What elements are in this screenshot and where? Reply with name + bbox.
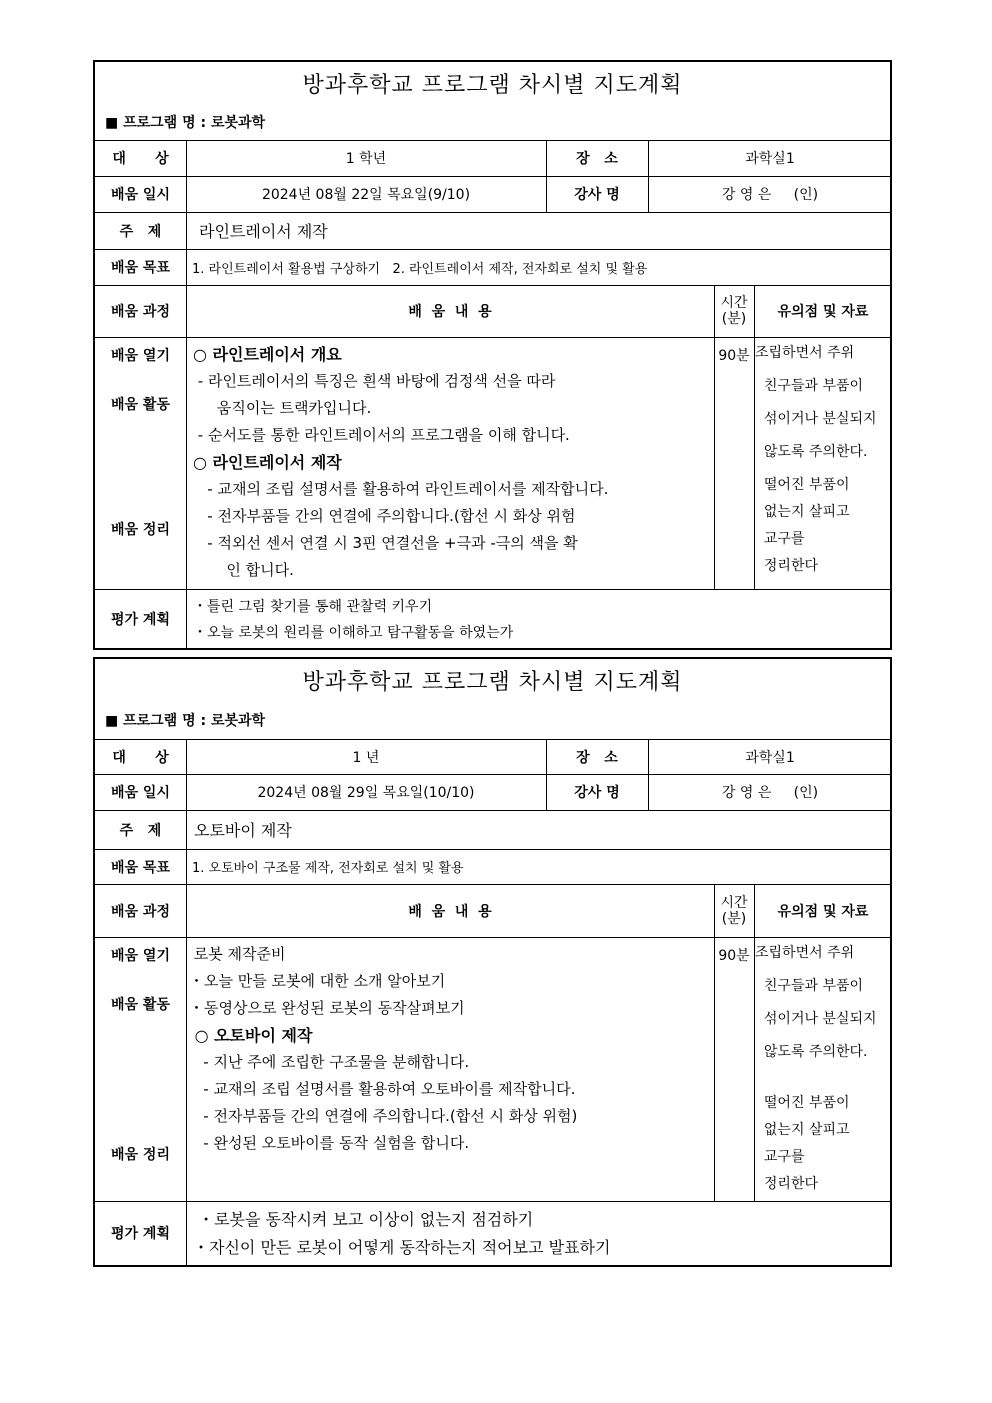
lesson-content: [189, 941, 577, 1157]
stage-open: 배움 열기: [111, 948, 170, 964]
date-row: [95, 774, 890, 811]
notes-line: 교구를: [755, 1149, 805, 1165]
place-value: 과학실1: [745, 151, 795, 167]
stage-close: 배움 정리: [111, 1147, 170, 1163]
lesson-plan-2: [93, 657, 892, 1267]
notes-line: 조립하면서 주위: [755, 945, 855, 961]
date-label: 배움 일시: [111, 187, 170, 203]
plan-header: [95, 62, 890, 141]
date-label: 배움 일시: [111, 785, 170, 801]
place-label: 장 소: [576, 749, 618, 766]
process-header-row: [95, 285, 890, 338]
goal-row: [95, 249, 890, 286]
content-label: 배 움 내 용: [408, 903, 492, 920]
topic-value: 오토바이 제작: [194, 821, 292, 840]
plan-title: 방과후학교 프로그램 차시별 지도계획: [302, 670, 683, 695]
lesson-content: [193, 341, 608, 584]
content-line: - 교재의 조립 설명서를 활용하여 오토바이를 제작합니다.: [189, 1080, 576, 1098]
notes-line: 떨어진 부품이: [755, 477, 850, 493]
time-value: 90분: [718, 948, 750, 964]
content-line: - 적외선 센서 연결 시 3핀 연결선을 +극과 -극의 색을 확: [193, 534, 578, 552]
time-label: 시간: [720, 894, 748, 911]
content-line: 인 합니다.: [193, 561, 294, 579]
date-row: [95, 176, 890, 213]
content-line: ○ 라인트레이서 개요: [193, 345, 342, 364]
lesson-body-row: [95, 337, 890, 590]
notes-line: 정리한다: [755, 558, 818, 574]
notes-line: 않도록 주의한다.: [755, 444, 868, 460]
eval-line: ・로봇을 동작시켜 보고 이상이 없는지 점검하기: [193, 1210, 534, 1229]
eval-line: ・자신이 만든 로봇이 어떻게 동작하는지 적어보고 발표하기: [193, 1238, 611, 1257]
eval-row: [95, 589, 890, 648]
content-line: - 라인트레이서의 특징은 흰색 바탕에 검정색 선을 따라: [193, 372, 556, 390]
lesson-plan-1: [93, 60, 892, 650]
stage-activity: 배움 활동: [111, 397, 170, 413]
eval-line: ・오늘 로봇의 원리를 이해하고 탐구활동을 하였는가: [193, 625, 514, 641]
date-value: 2024년 08월 29일 목요일(10/10): [257, 785, 475, 801]
time-header: [714, 285, 754, 337]
eval-content: [193, 594, 513, 646]
place-value: 과학실1: [745, 749, 795, 766]
eval-content: [193, 1206, 610, 1262]
target-row: [95, 140, 890, 177]
time-value: 90분: [718, 348, 750, 364]
target-value: 1 년: [352, 749, 380, 766]
notes-label: 유의점 및 자료: [777, 903, 869, 920]
topic-label: 주 제: [119, 822, 162, 839]
topic-value: 라인트레이서 제작: [199, 222, 328, 241]
notes-content: [755, 340, 893, 580]
target-row: [95, 739, 890, 775]
program-name: ■ 프로그램 명 : 로봇과학: [105, 115, 266, 131]
content-line: ・오늘 만들 로봇에 대한 소개 알아보기: [189, 972, 446, 990]
topic-label: 주 제: [119, 223, 162, 240]
eval-label: 평가 계획: [111, 1226, 170, 1242]
place-label: 장 소: [576, 151, 618, 167]
time-unit-label: (분): [721, 311, 747, 327]
goal-value: 1. 라인트레이서 활용법 구상하기 2. 라인트레이서 제작, 전자회로 설치 및 활용: [192, 261, 648, 277]
target-value: 1 학년: [345, 151, 387, 167]
teacher-value: 강 영 은 (인): [721, 785, 819, 801]
content-line: ○ 오토바이 제작: [189, 1026, 313, 1045]
content-line: ○ 라인트레이서 제작: [193, 453, 342, 472]
eval-line: ・틀린 그림 찾기를 통해 관찰력 키우기: [193, 599, 433, 615]
notes-line: [755, 1066, 893, 1090]
stage-close: 배움 정리: [111, 522, 170, 538]
eval-row: [95, 1201, 890, 1265]
content-line: 로봇 제작준비: [189, 945, 286, 963]
program-name: ■ 프로그램 명 : 로봇과학: [105, 713, 266, 729]
notes-line: 없는지 살피고: [755, 504, 850, 520]
content-line: - 교재의 조립 설명서를 활용하여 라인트레이서를 제작합니다.: [193, 480, 609, 498]
notes-line: 떨어진 부품이: [755, 1095, 850, 1111]
notes-line: 친구들과 부품이: [755, 378, 864, 394]
time-unit-label: (분): [721, 910, 747, 927]
content-line: - 전자부품들 간의 연결에 주의합니다.(합선 시 화상 위험: [193, 507, 576, 525]
content-line: - 순서도를 통한 라인트레이서의 프로그램을 이해 합니다.: [193, 426, 570, 444]
notes-line: 않도록 주의한다.: [755, 1044, 868, 1060]
topic-row: [95, 212, 890, 250]
topic-row: [95, 810, 890, 850]
target-label: 대 상: [112, 749, 169, 766]
target-label: 대 상: [112, 151, 169, 167]
notes-line: 친구들과 부품이: [755, 978, 864, 994]
goal-value: 1. 오토바이 구조물 제작, 전자회로 설치 및 활용: [192, 861, 464, 876]
content-line: - 완성된 오토바이를 동작 실험을 합니다.: [189, 1134, 470, 1152]
lesson-body-row: [95, 937, 890, 1202]
stage-open: 배움 열기: [111, 348, 170, 364]
notes-line: 없는지 살피고: [755, 1122, 850, 1138]
notes-label: 유의점 및 자료: [777, 304, 869, 320]
teacher-value: 강 영 은 (인): [721, 187, 819, 203]
goal-label: 배움 목표: [111, 260, 170, 276]
teacher-label: 강사 명: [574, 785, 620, 801]
stage-activity: 배움 활동: [111, 997, 170, 1013]
process-label: 배움 과정: [111, 304, 170, 320]
plan-header: [95, 659, 890, 740]
date-value: 2024년 08월 22일 목요일(9/10): [261, 187, 471, 203]
process-label: 배움 과정: [111, 903, 170, 920]
content-line: - 지난 주에 조립한 구조물을 분해합니다.: [189, 1053, 470, 1071]
eval-label: 평가 계획: [111, 611, 170, 628]
content-line: ・동영상으로 완성된 로봇의 동작살펴보기: [189, 999, 465, 1017]
time-header: [714, 884, 754, 937]
notes-line: 섞이거나 분실되지: [755, 1011, 877, 1027]
content-label: 배 움 내 용: [408, 304, 492, 320]
teacher-label: 강사 명: [574, 187, 620, 203]
time-label: 시간: [720, 295, 748, 311]
plan-title: 방과후학교 프로그램 차시별 지도계획: [302, 73, 683, 98]
content-line: 움직이는 트랙카입니다.: [193, 399, 372, 417]
notes-line: 교구를: [755, 531, 805, 547]
content-line: - 전자부품들 간의 연결에 주의합니다.(합선 시 화상 위험): [189, 1107, 578, 1125]
notes-content: [755, 940, 893, 1198]
process-header-row: [95, 884, 890, 938]
notes-line: 조립하면서 주위: [755, 345, 855, 361]
goal-label: 배움 목표: [111, 859, 170, 876]
notes-line: 섞이거나 분실되지: [755, 411, 877, 427]
notes-line: 정리한다: [755, 1176, 818, 1192]
goal-row: [95, 849, 890, 885]
